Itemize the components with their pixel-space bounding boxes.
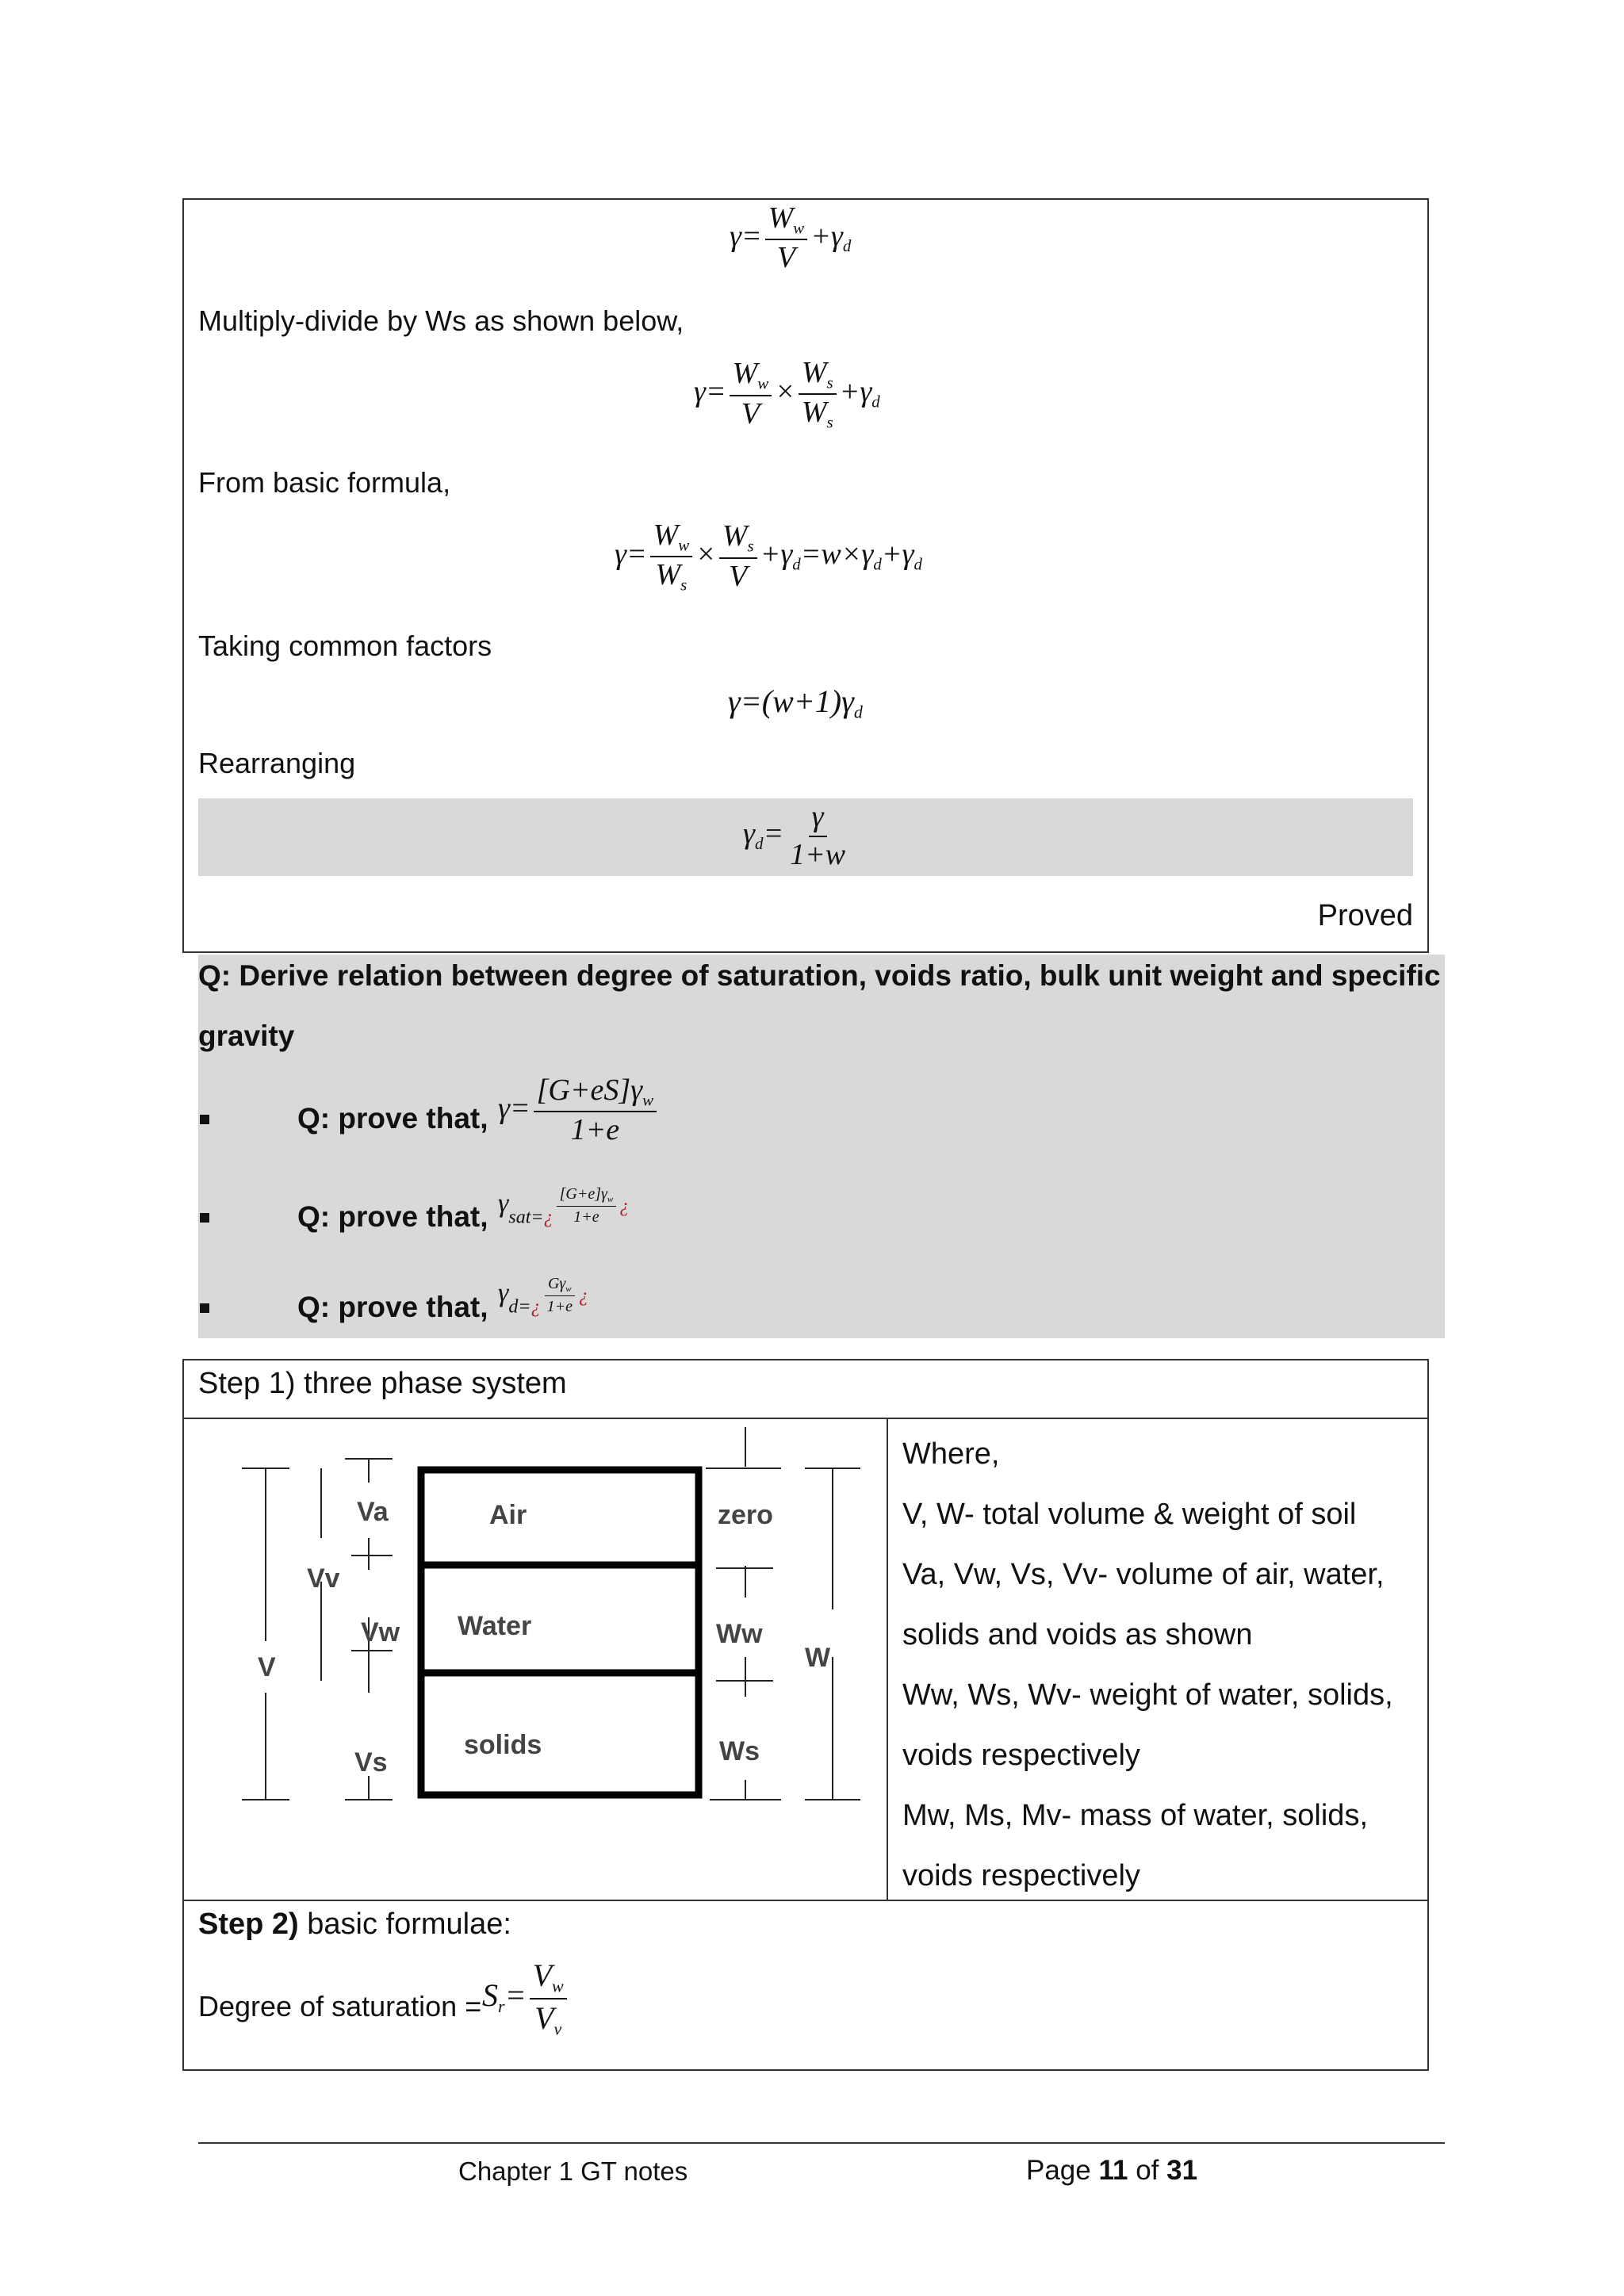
footer-of-word: of: [1128, 2155, 1167, 2186]
prove-item-2: Q: prove that,: [297, 1200, 488, 1233]
column-divider: [887, 1418, 888, 1901]
label-ww: Ww: [716, 1619, 763, 1649]
label-vw: Vw: [361, 1617, 400, 1647]
equation-gamma-sat: $\gamma_{sat=¿}$ $\frac{[G+e]\gamma_w}{1+e}$ ¿: [498, 1185, 630, 1228]
footer-rule: [198, 2142, 1445, 2144]
equation-gamma-2: γ= $\frac{W_w}{V}$ × $\frac{W_s}{W_s}$ $+\gamma_d$: [694, 356, 880, 432]
where-line: voids respectively: [902, 1739, 1140, 1772]
equation-gamma-bulk: γ= $\frac{[G+eS]\gamma_w}{1+e}$: [498, 1074, 660, 1147]
step2-label-rest: basic formulae:: [298, 1908, 511, 1941]
where-line: voids respectively: [902, 1859, 1140, 1892]
label-vv: Vv: [307, 1563, 340, 1594]
label-va: Va: [357, 1497, 389, 1527]
equation-gamma-4: $\gamma=(w+1)\gamma_d$: [728, 683, 863, 722]
footer-page-total: 31: [1166, 2155, 1198, 2186]
equation-gamma-1: γ= $\frac{W_w}{V}$ $+\gamma_d$: [730, 201, 852, 275]
where-line: V, W- total volume & weight of soil: [902, 1498, 1357, 1531]
label-ws: Ws: [719, 1736, 760, 1766]
question-block: [198, 955, 1445, 1338]
equation-gamma-dry: $\gamma_{d=¿}$ $\frac{G\gamma_w}{1+e}$ ¿: [498, 1275, 588, 1318]
equation-gamma-d: $\gamma_d=$ $\frac{\gamma}{1+w}$: [743, 800, 846, 871]
label-zero: zero: [718, 1500, 773, 1530]
step1-label: Step 1) three phase system: [198, 1367, 567, 1400]
step2-label: [198, 1906, 511, 1944]
label-w: W: [805, 1643, 831, 1673]
where-line: Ww, Ws, Wv- weight of water, solids,: [902, 1678, 1393, 1712]
label-v: V: [258, 1652, 276, 1682]
label-solids: solids: [464, 1730, 542, 1760]
footer-page-number: 11: [1098, 2155, 1128, 2186]
three-phase-diagram: [234, 1419, 868, 1816]
bullet-3: [200, 1303, 209, 1313]
label-water: Water: [458, 1611, 532, 1641]
proved-label: Proved: [1317, 899, 1413, 932]
prove-item-1: Q: prove that,: [297, 1102, 488, 1135]
equation-gamma-3: γ= $\frac{W_w}{W_s}$ × $\frac{W_s}{V}$ $+\gamma_d=w\times\gamma_d+\gamma_d$: [615, 519, 922, 595]
proof-text-2: From basic formula,: [198, 466, 451, 499]
where-line: Where,: [902, 1437, 1000, 1471]
step2-label-bold: Step 2): [198, 1908, 299, 1941]
degree-of-saturation-label: Degree of saturation =: [198, 1990, 482, 2022]
question-title-cont: gravity: [198, 1020, 295, 1052]
question-title: Q: Derive relation between degree of saturation, voids ratio, bulk unit weight and specific: [198, 959, 1441, 992]
proof-text-3: Taking common factors: [198, 629, 492, 662]
equation-saturation: $S_r=$ $\frac{V_w}{V_v}$: [482, 1958, 570, 2039]
bullet-2: [200, 1213, 209, 1223]
prove-item-3: Q: prove that,: [297, 1291, 488, 1323]
footer-chapter: Chapter 1 GT notes: [458, 2156, 688, 2186]
label-air: Air: [489, 1500, 527, 1530]
where-line: Va, Vw, Vs, Vv- volume of air, water,: [902, 1558, 1385, 1591]
label-vs: Vs: [354, 1747, 388, 1777]
proof-text-4: Rearranging: [198, 747, 356, 779]
where-list: [902, 1424, 1393, 1906]
where-line: solids and voids as shown: [902, 1618, 1253, 1651]
where-line: Mw, Ms, Mv- mass of water, solids,: [902, 1799, 1368, 1832]
footer-page: [1026, 2153, 1197, 2188]
bullet-1: [200, 1115, 209, 1124]
proof-text-1: Multiply-divide by Ws as shown below,: [198, 304, 684, 337]
footer-page-word: Page: [1026, 2155, 1099, 2186]
